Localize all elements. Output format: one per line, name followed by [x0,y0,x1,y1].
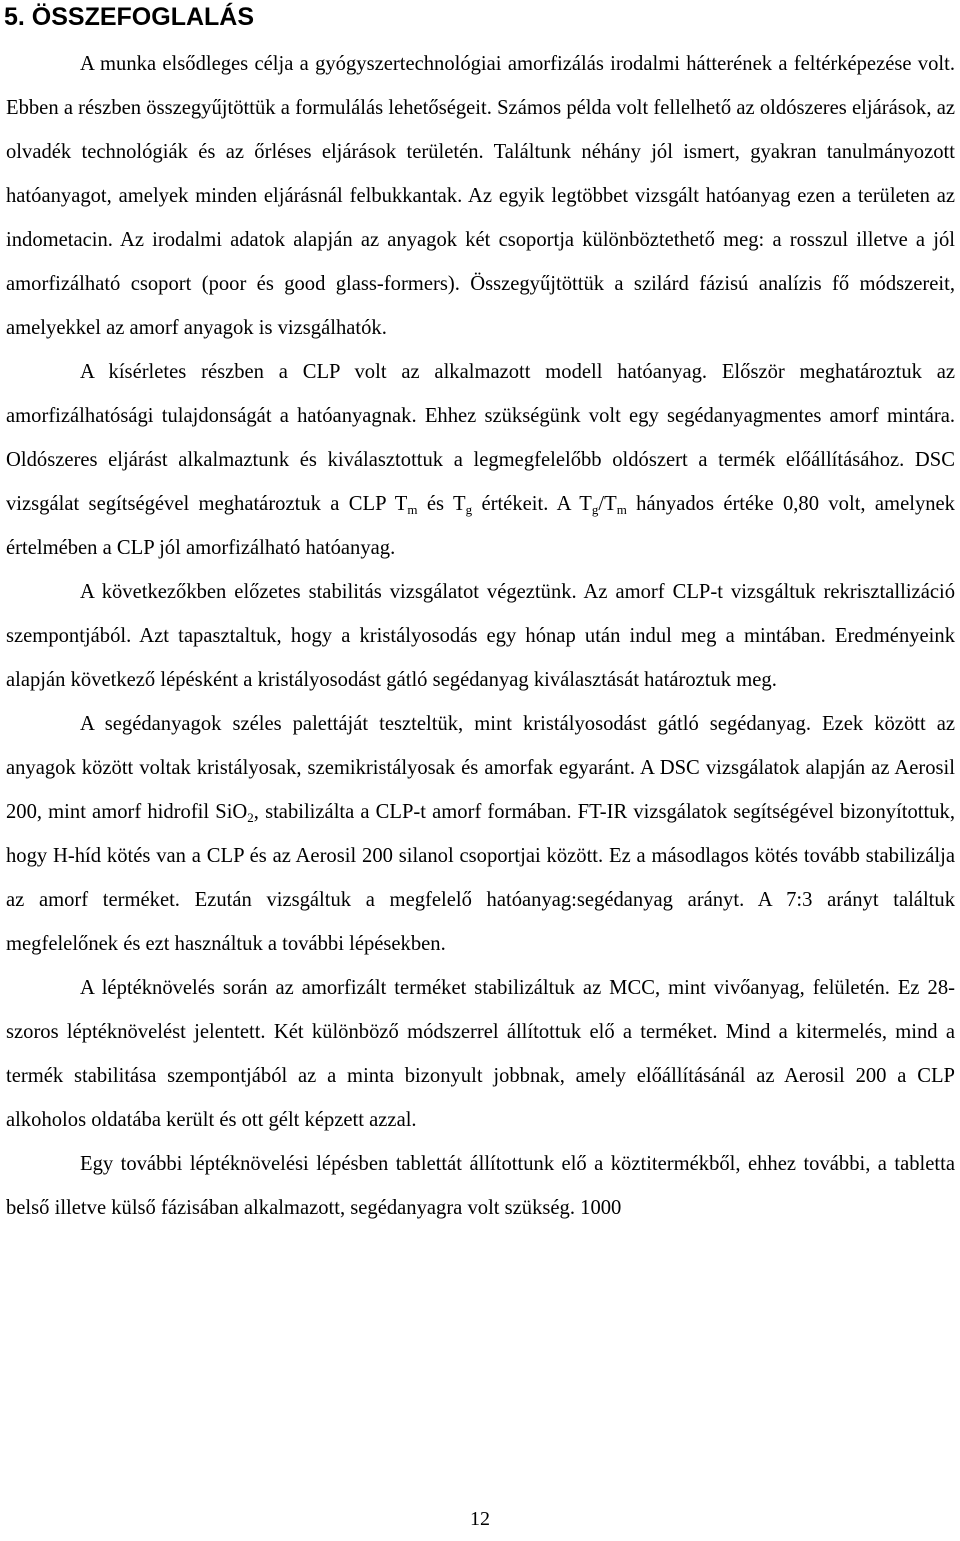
paragraph-4-text-a: A segédanyagok széles palettáját teszteltük, mint kristályosodást gátló segédanyag. Ezek között az anyagok között voltak kristályosak, szemikristályosak és amorfak egyaránt. A DSC vizsgálatok alapján az Aerosil 200, mint amorf hidrofil SiO [6,713,955,823]
subscript-2: 2 [247,810,254,825]
subscript-g: g [591,502,599,517]
paragraph-3: A következőkben előzetes stabilitás vizsgálatot végeztünk. Az amorf CLP-t vizsgáltuk rekrisztallizáció szempontjából. Azt tapasztaltuk, hogy a kristályosodás egy hónap után indul meg a mintában. Eredményeink alapján következő lépésként a kristályosodást gátló segédanyag kiválasztását határoztuk meg. [6,581,955,691]
subscript-g: g [465,502,473,517]
summary-body [6,42,955,1230]
paragraph-2-text-d: /T [598,493,617,515]
paragraph-2-text-c: értékeit. A T [472,493,592,515]
paragraph-2-text-b: és T [417,493,466,515]
paragraph-4 [6,702,955,966]
subscript-m: m [616,502,627,517]
paragraph-2-text-e: hányados értéke 0,80 volt, amelynek értelmében a CLP jól amorfizálható hatóanyag. [6,493,955,559]
paragraph-4-text-b: , stabilizálta a CLP-t amorf formában. FT-IR vizsgálatok segítségével bizonyítottuk, hogy H-híd kötés van a CLP és az Aerosil 200 silanol csoportjai között. Ez a másodlagos kötés tovább stabilizálja az amorf terméket. Ezután vizsgáltuk a megfelelő hatóanyag:segédanyag arányt. A 7:3 arányt találtuk megfelelőnek és ezt használtuk a további lépésekben. [6,801,955,955]
paragraph-6: Egy további léptéknövelési lépésben tablettát állítottunk elő a köztitermékből, ehhez további, a tabletta belső illetve külső fázisában alkalmazott, segédanyagra volt szükség. 1000 [6,1153,955,1219]
paragraph-1: A munka elsődleges célja a gyógyszertechnológiai amorfizálás irodalmi hátterének a feltérképezése volt. Ebben a részben összegyűjtöttük a formulálás lehetőségeit. Számos példa volt fellelhető az oldószeres eljárások, az olvadék technológiák és az őrléses eljárások területén. Találtunk néhány jól ismert, gyakran tanulmányozott hatóanyagot, amelyek minden eljárásnál felbukkantak. Az egyik legtöbbet vizsgált hatóanyag ezen a területen az indometacin. Az irodalmi adatok alapján az anyagok két csoportja különböztethető meg: a rosszul illetve a jól amorfizálható csoport (poor és good glass-formers). Összegyűjtöttük a szilárd fázisú analízis fő módszereit, amelyekkel az amorf anyagok is vizsgálhatók. [6,53,955,339]
page-number: 12 [470,1508,490,1530]
paragraph-2-text-a: A kísérletes részben a CLP volt az alkalmazott modell hatóanyag. Először meghatároztuk az amorfizálhatósági tulajdonságát a hatóanyagnak. Ehhez szükségünk volt egy segédanyagmentes amorf mintára. Oldószeres eljárást alkalmaztunk és kiválasztottuk a legmegfelelőbb oldószert a termék előállításához. DSC vizsgálat segítségével meghatároztuk a CLP T [6,361,955,515]
subscript-m: m [407,502,418,517]
paragraph-5: A léptéknövelés során az amorfizált terméket stabilizáltuk az MCC, mint vivőanyag, felületén. Ez 28-szoros léptéknövelést jelentett. Két különböző módszerrel állítottuk elő a terméket. Mind a kitermelés, mind a termék stabilitása szempontjából az a minta bizonyult jobbnak, amely előállításánál az Aerosil 200 a CLP alkoholos oldatába került és ott gélt képzett azzal. [6,977,955,1131]
section-heading: 5. ÖSSZEFOGLALÁS [4,3,255,31]
paragraph-2 [6,350,955,570]
